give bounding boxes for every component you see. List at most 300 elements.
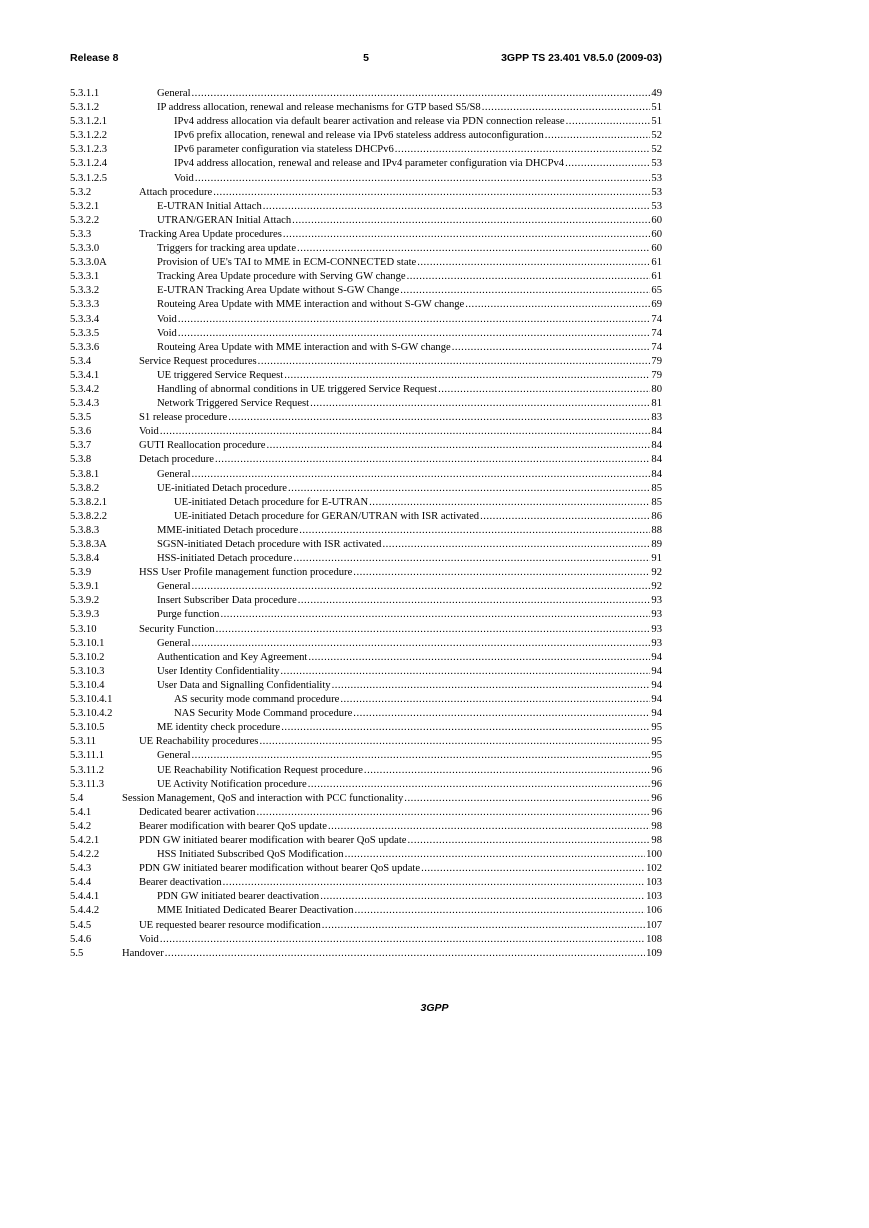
toc-entry-title: Tracking Area Update procedures: [139, 228, 283, 242]
toc-entry[interactable]: [70, 552, 662, 566]
toc-entry-number: 5.3.9.2: [70, 595, 100, 607]
toc-entry-title: Session Management, QoS and interaction with PCC functionality: [122, 792, 404, 806]
toc-entry-title: AS security mode command procedure: [174, 693, 340, 707]
toc-entry[interactable]: [70, 468, 662, 482]
dot-leader: [259, 735, 650, 749]
toc-entry-page: 60: [651, 214, 662, 226]
toc-entry-title: S1 release procedure: [139, 411, 228, 425]
toc-entry[interactable]: [70, 933, 662, 947]
toc-entry-page: 108: [646, 933, 662, 945]
toc-entry[interactable]: [70, 327, 662, 341]
toc-entry-line: [157, 87, 662, 101]
toc-entry[interactable]: [70, 876, 662, 890]
toc-entry-line: [157, 778, 662, 792]
toc-entry-title: Void: [157, 313, 178, 327]
toc-entry-number: 5.3.10: [70, 623, 97, 635]
dot-leader: [408, 834, 651, 848]
toc-entry-line: [157, 482, 662, 496]
toc-entry-number: 5.3.10.5: [70, 722, 105, 734]
dot-leader: [320, 890, 645, 904]
toc-entry-number: 5.3.8.1: [70, 468, 100, 480]
toc-entry-page: 91: [651, 553, 662, 565]
toc-entry[interactable]: [70, 397, 662, 411]
toc-entry-title: UE-initiated Detach procedure for GERAN/UTRAN with ISR activated: [174, 510, 480, 524]
toc-entry-number: 5.3.8.2.1: [70, 496, 108, 508]
toc-entry-page: 61: [651, 271, 662, 283]
toc-entry[interactable]: [70, 101, 662, 115]
toc-entry-line: [139, 425, 662, 439]
toc-entry[interactable]: [70, 820, 662, 834]
dot-leader: [308, 778, 651, 792]
toc-entry-page: 51: [651, 102, 662, 114]
toc-entry-title: GUTI Reallocation procedure: [139, 439, 266, 453]
toc-entry[interactable]: [70, 411, 662, 425]
toc-entry[interactable]: [70, 496, 662, 510]
toc-entry-page: 53: [651, 158, 662, 170]
toc-entry-page: 93: [651, 623, 662, 635]
toc-entry-page: 103: [646, 891, 662, 903]
toc-entry-number: 5.3.11.2: [70, 764, 105, 776]
toc-entry[interactable]: [70, 186, 662, 200]
toc-entry-title: ME identity check procedure: [157, 721, 281, 735]
toc-entry[interactable]: [70, 341, 662, 355]
toc-entry-number: 5.3.9: [70, 567, 92, 579]
toc-entry-page: 79: [651, 355, 662, 367]
toc-entry-number: 5.3.4.3: [70, 398, 100, 410]
dot-leader: [382, 538, 650, 552]
toc-entry-title: General: [157, 637, 192, 651]
toc-entry[interactable]: [70, 580, 662, 594]
dot-leader: [369, 496, 650, 510]
page-footer: 3GPP: [420, 1002, 449, 1014]
toc-entry-number: 5.3.1.2.2: [70, 130, 108, 142]
dot-leader: [256, 806, 650, 820]
toc-entry-page: 61: [651, 257, 662, 269]
toc-entry-page: 98: [651, 834, 662, 846]
toc-entry-line: [139, 228, 662, 242]
toc-entry-page: 109: [646, 947, 662, 959]
toc-entry-number: 5.3.9.3: [70, 609, 100, 621]
toc-entry[interactable]: [70, 298, 662, 312]
toc-entry-number: 5.3.10.4: [70, 679, 105, 691]
dot-leader: [400, 284, 650, 298]
dot-leader: [353, 566, 650, 580]
toc-entry-title: Triggers for tracking area update: [157, 242, 297, 256]
toc-entry-title: Tracking Area Update procedure with Serving GW change: [157, 270, 407, 284]
toc-entry-title: IPv4 address allocation, renewal and release and IPv4 parameter configuration via DHCPv4: [174, 157, 565, 171]
toc-entry-page: 94: [651, 665, 662, 677]
toc-entry[interactable]: [70, 947, 662, 961]
toc-entry-page: 52: [651, 130, 662, 142]
toc-entry[interactable]: [70, 608, 662, 622]
dot-leader: [566, 115, 651, 129]
toc-entry-line: [157, 256, 662, 270]
toc-entry-line: [139, 806, 662, 820]
toc-entry-line: [157, 284, 662, 298]
toc-entry[interactable]: [70, 453, 662, 467]
toc-entry-number: 5.3.3.1: [70, 271, 100, 283]
toc-entry-line: [157, 468, 662, 482]
dot-leader: [213, 186, 650, 200]
toc-entry-page: 74: [651, 327, 662, 339]
toc-entry-number: 5.3.8.4: [70, 553, 100, 565]
toc-entry-line: [174, 143, 662, 157]
toc-entry-page: 100: [646, 849, 662, 861]
toc-entry-title: Handling of abnormal conditions in UE triggered Service Request: [157, 383, 438, 397]
dot-leader: [421, 862, 645, 876]
toc-entry-line: [157, 721, 662, 735]
toc-entry-title: E-UTRAN Tracking Area Update without S-GW Change: [157, 284, 400, 298]
dot-leader: [407, 270, 651, 284]
toc-entry-page: 85: [651, 482, 662, 494]
toc-entry-title: Purge function: [157, 608, 220, 622]
dot-leader: [395, 143, 651, 157]
toc-entry-page: 89: [651, 539, 662, 550]
toc-entry-line: [139, 355, 662, 369]
toc-entry-number: 5.3.1.2.5: [70, 172, 108, 184]
toc-entry[interactable]: [70, 369, 662, 383]
toc-entry[interactable]: [70, 623, 662, 637]
dot-leader: [192, 580, 651, 594]
toc-entry-page: 94: [651, 651, 662, 663]
toc-entry[interactable]: [70, 566, 662, 580]
toc-entry-line: [157, 538, 662, 552]
toc-entry-number: 5.3.1.2.3: [70, 144, 108, 156]
toc-entry-line: [139, 186, 662, 200]
toc-entry-title: SGSN-initiated Detach procedure with ISR activated: [157, 538, 382, 552]
toc-entry-line: [139, 411, 662, 425]
dot-leader: [322, 919, 645, 933]
toc-entry-page: 94: [651, 679, 662, 691]
toc-entry-title: MME-initiated Detach procedure: [157, 524, 299, 538]
toc-entry-line: [139, 834, 662, 848]
toc-entry[interactable]: [70, 284, 662, 298]
toc-entry-page: 84: [651, 440, 662, 452]
toc-entry[interactable]: [70, 862, 662, 876]
toc-entry-page: 95: [651, 736, 662, 748]
toc-entry-title: HSS User Profile management function procedure: [139, 566, 353, 580]
toc-entry-title: NAS Security Mode Command procedure: [174, 707, 353, 721]
toc-entry[interactable]: [70, 693, 662, 707]
dot-leader: [298, 594, 651, 608]
toc-entry-title: Detach procedure: [139, 453, 215, 467]
toc-entry-page: 96: [651, 806, 662, 818]
toc-entry-line: [157, 679, 662, 693]
toc-entry-page: 98: [651, 820, 662, 832]
toc-entry[interactable]: [70, 256, 662, 270]
toc-entry-title: UE Reachability Notification Request procedure: [157, 764, 364, 778]
toc-entry-page: 53: [651, 200, 662, 212]
toc-entry[interactable]: [70, 143, 662, 157]
dot-leader: [565, 157, 650, 171]
toc-entry-title: Security Function: [139, 623, 216, 637]
toc-entry-number: 5.3.11.3: [70, 778, 105, 790]
toc-entry-page: 69: [651, 299, 662, 311]
toc-entry-number: 5.3.9.1: [70, 581, 100, 593]
dot-leader: [223, 876, 645, 890]
toc-entry[interactable]: [70, 778, 662, 792]
toc-entry-number: 5.3.8.3: [70, 524, 100, 536]
toc-entry[interactable]: [70, 242, 662, 256]
toc-entry-line: [157, 341, 662, 355]
toc-entry[interactable]: [70, 594, 662, 608]
toc-entry-number: 5.3.1.2.1: [70, 116, 108, 128]
toc-entry[interactable]: [70, 665, 662, 679]
dot-leader: [266, 439, 650, 453]
toc-entry-title: Bearer modification with bearer QoS update: [139, 820, 328, 834]
toc-entry-number: 5.3.1.2.4: [70, 158, 108, 170]
toc-entry-page: 49: [651, 88, 662, 99]
toc-entry-line: [139, 933, 662, 947]
dot-leader: [281, 721, 650, 735]
dot-leader: [299, 524, 650, 538]
dot-leader: [192, 637, 651, 651]
dot-leader: [438, 383, 650, 397]
dot-leader: [280, 665, 650, 679]
toc-entry-page: 80: [651, 383, 662, 395]
toc-entry-page: 92: [651, 581, 662, 593]
toc-entry-line: [157, 298, 662, 312]
toc-entry[interactable]: [70, 721, 662, 735]
toc-entry-line: [157, 749, 662, 763]
toc-entry-number: 5.4: [70, 792, 84, 804]
toc-entry-line: [157, 904, 662, 918]
toc-entry[interactable]: [70, 848, 662, 862]
toc-entry[interactable]: [70, 482, 662, 496]
toc-entry-title: Void: [139, 425, 160, 439]
toc-entry-title: General: [157, 468, 192, 482]
toc-entry-number: 5.4.2.2: [70, 849, 100, 861]
dot-leader: [178, 313, 651, 327]
toc-entry[interactable]: [70, 129, 662, 143]
toc-entry[interactable]: [70, 538, 662, 552]
toc-entry-line: [139, 919, 662, 933]
toc-entry-number: 5.4.4.1: [70, 891, 100, 903]
toc-entry-number: 5.3.4.1: [70, 369, 100, 381]
toc-entry[interactable]: [70, 200, 662, 214]
toc-entry[interactable]: [70, 157, 662, 171]
dot-leader: [283, 228, 651, 242]
toc-entry[interactable]: [70, 383, 662, 397]
toc-entry[interactable]: [70, 806, 662, 820]
page-number: 5: [363, 52, 369, 64]
toc-entry-number: 5.5: [70, 947, 84, 959]
toc-entry-line: [157, 764, 662, 778]
dot-leader: [288, 482, 650, 496]
toc-entry-number: 5.3.4.2: [70, 383, 100, 395]
dot-leader: [293, 552, 650, 566]
toc-entry-title: UE Reachability procedures: [139, 735, 259, 749]
toc-entry-line: [174, 129, 662, 143]
toc-entry-page: 84: [651, 426, 662, 438]
dot-leader: [480, 510, 650, 524]
toc-entry-page: 74: [651, 313, 662, 325]
toc-entry-number: 5.3.10.1: [70, 637, 105, 649]
toc-entry[interactable]: [70, 115, 662, 129]
toc-entry-title: Attach procedure: [139, 186, 213, 200]
toc-entry[interactable]: [70, 313, 662, 327]
toc-entry-page: 51: [651, 116, 662, 128]
toc-entry-number: 5.4.5: [70, 919, 92, 931]
toc-entry-page: 95: [651, 722, 662, 734]
toc-entry-line: [157, 270, 662, 284]
dot-leader: [195, 172, 651, 186]
toc-entry-page: 53: [651, 186, 662, 198]
toc-entry-line: [157, 200, 662, 214]
toc-entry-line: [139, 623, 662, 637]
toc-entry[interactable]: [70, 764, 662, 778]
dot-leader: [364, 764, 650, 778]
toc-entry-title: Service Request procedures: [139, 355, 258, 369]
toc-entry-page: 79: [651, 369, 662, 381]
toc-entry[interactable]: [70, 651, 662, 665]
toc-entry-line: [157, 242, 662, 256]
dot-leader: [308, 651, 650, 665]
toc-entry-page: 60: [651, 228, 662, 240]
toc-entry-title: Handover: [122, 947, 165, 961]
toc-entry-line: [157, 383, 662, 397]
toc-entry[interactable]: [70, 637, 662, 651]
toc-entry-line: [139, 735, 662, 749]
dot-leader: [482, 101, 651, 115]
toc-entry[interactable]: [70, 524, 662, 538]
toc-entry[interactable]: [70, 834, 662, 848]
toc-entry-page: 103: [646, 877, 662, 889]
dot-leader: [328, 820, 650, 834]
toc-entry-number: 5.3.2.2: [70, 214, 100, 226]
toc-entry-number: 5.3.7: [70, 440, 92, 452]
toc-entry[interactable]: [70, 679, 662, 693]
toc-entry-line: [157, 651, 662, 665]
toc-entry-line: [157, 665, 662, 679]
toc-entry-title: PDN GW initiated bearer deactivation: [157, 890, 320, 904]
dot-leader: [332, 679, 651, 693]
toc-entry-line: [139, 566, 662, 580]
toc-entry[interactable]: [70, 425, 662, 439]
toc-entry-number: 5.3.8.2.2: [70, 510, 108, 522]
dot-leader: [355, 904, 646, 918]
toc-entry-number: 5.4.2: [70, 820, 92, 832]
toc-entry[interactable]: [70, 919, 662, 933]
dot-leader: [160, 425, 651, 439]
toc-entry-number: 5.3.10.3: [70, 665, 105, 677]
toc-entry-number: 5.3.2.1: [70, 200, 100, 212]
toc-entry-title: Routeing Area Update with MME interaction and with S-GW change: [157, 341, 452, 355]
toc-entry[interactable]: [70, 749, 662, 763]
toc-entry[interactable]: [70, 172, 662, 186]
dot-leader: [192, 468, 651, 482]
toc-entry-page: 65: [651, 285, 662, 297]
toc-entry-page: 74: [651, 341, 662, 353]
toc-entry-line: [157, 397, 662, 411]
dot-leader: [284, 369, 650, 383]
release-label: Release 8: [70, 52, 119, 64]
dot-leader: [292, 214, 650, 228]
toc-entry-number: 5.3.8: [70, 454, 92, 466]
toc-entry[interactable]: [70, 735, 662, 749]
toc-entry-page: 84: [651, 454, 662, 466]
toc-entry-title: Void: [157, 327, 178, 341]
toc-entry-page: 88: [651, 524, 662, 536]
toc-entry-number: 5.4.3: [70, 863, 92, 875]
dot-leader: [165, 947, 645, 961]
toc-entry-number: 5.3.11: [70, 736, 97, 748]
toc-entry-page: 93: [651, 595, 662, 607]
toc-entry-line: [157, 327, 662, 341]
toc-entry-number: 5.4.4.2: [70, 905, 100, 917]
toc-entry-title: Provision of UE's TAI to MME in ECM-CONNECTED state: [157, 256, 417, 270]
toc-entry-page: 60: [651, 243, 662, 255]
toc-entry-title: User Data and Signalling Confidentiality: [157, 679, 332, 693]
toc-entry-line: [174, 172, 662, 186]
toc-entry-number: 5.4.1: [70, 806, 92, 818]
toc-entry-page: 81: [651, 398, 662, 410]
dot-leader: [228, 411, 650, 425]
toc-entry-page: 85: [651, 496, 662, 508]
toc-entry[interactable]: [70, 270, 662, 284]
dot-leader: [417, 256, 650, 270]
toc-entry-title: Bearer deactivation: [139, 876, 223, 890]
toc-entry-title: Insert Subscriber Data procedure: [157, 594, 298, 608]
toc-entry[interactable]: [70, 214, 662, 228]
toc-entry-number: 5.4.6: [70, 933, 92, 945]
toc-entry-title: PDN GW initiated bearer modification without bearer QoS update: [139, 862, 421, 876]
dot-leader: [297, 242, 650, 256]
toc-entry[interactable]: [70, 707, 662, 721]
toc-entry-line: [174, 707, 662, 721]
toc-entry[interactable]: [70, 904, 662, 918]
toc-entry-page: 53: [651, 172, 662, 184]
dot-leader: [353, 707, 650, 721]
toc-entry[interactable]: [70, 87, 662, 101]
toc-entry[interactable]: [70, 510, 662, 524]
toc-entry-line: [157, 524, 662, 538]
toc-entry-line: [157, 608, 662, 622]
dot-leader: [345, 848, 646, 862]
spec-identifier: 3GPP TS 23.401 V8.5.0 (2009-03): [501, 52, 662, 64]
dot-leader: [452, 341, 651, 355]
toc-entry-page: 96: [651, 778, 662, 790]
toc-entry-page: 52: [651, 144, 662, 156]
toc-entry-page: 83: [651, 412, 662, 424]
dot-leader: [258, 355, 651, 369]
toc-entry-number: 5.3.11.1: [70, 750, 105, 762]
toc-entry-line: [139, 862, 662, 876]
toc-entry[interactable]: [70, 439, 662, 453]
toc-entry-line: [157, 552, 662, 566]
toc-entry-number: 5.3.3.5: [70, 327, 100, 339]
toc-entry-title: UE triggered Service Request: [157, 369, 284, 383]
dot-leader: [216, 623, 651, 637]
toc-entry-line: [157, 594, 662, 608]
toc-entry-line: [174, 693, 662, 707]
toc-entry-number: 5.3.3.6: [70, 341, 100, 353]
toc-entry-line: [174, 496, 662, 510]
dot-leader: [310, 397, 650, 411]
toc-entry[interactable]: [70, 228, 662, 242]
toc-entry[interactable]: [70, 792, 662, 806]
toc-entry-number: 5.3.5: [70, 412, 92, 424]
toc-entry-line: [174, 157, 662, 171]
toc-entry[interactable]: [70, 890, 662, 904]
toc-entry-number: 5.3.1.1: [70, 88, 100, 99]
toc-entry-page: 93: [651, 637, 662, 649]
toc-entry[interactable]: [70, 355, 662, 369]
toc-entry-title: IPv6 parameter configuration via stateless DHCPv6: [174, 143, 395, 157]
toc-entry-title: IPv4 address allocation via default bearer activation and release via PDN connection release: [174, 115, 566, 129]
toc-entry-number: 5.3.4: [70, 355, 92, 367]
toc-entry-page: 95: [651, 750, 662, 762]
